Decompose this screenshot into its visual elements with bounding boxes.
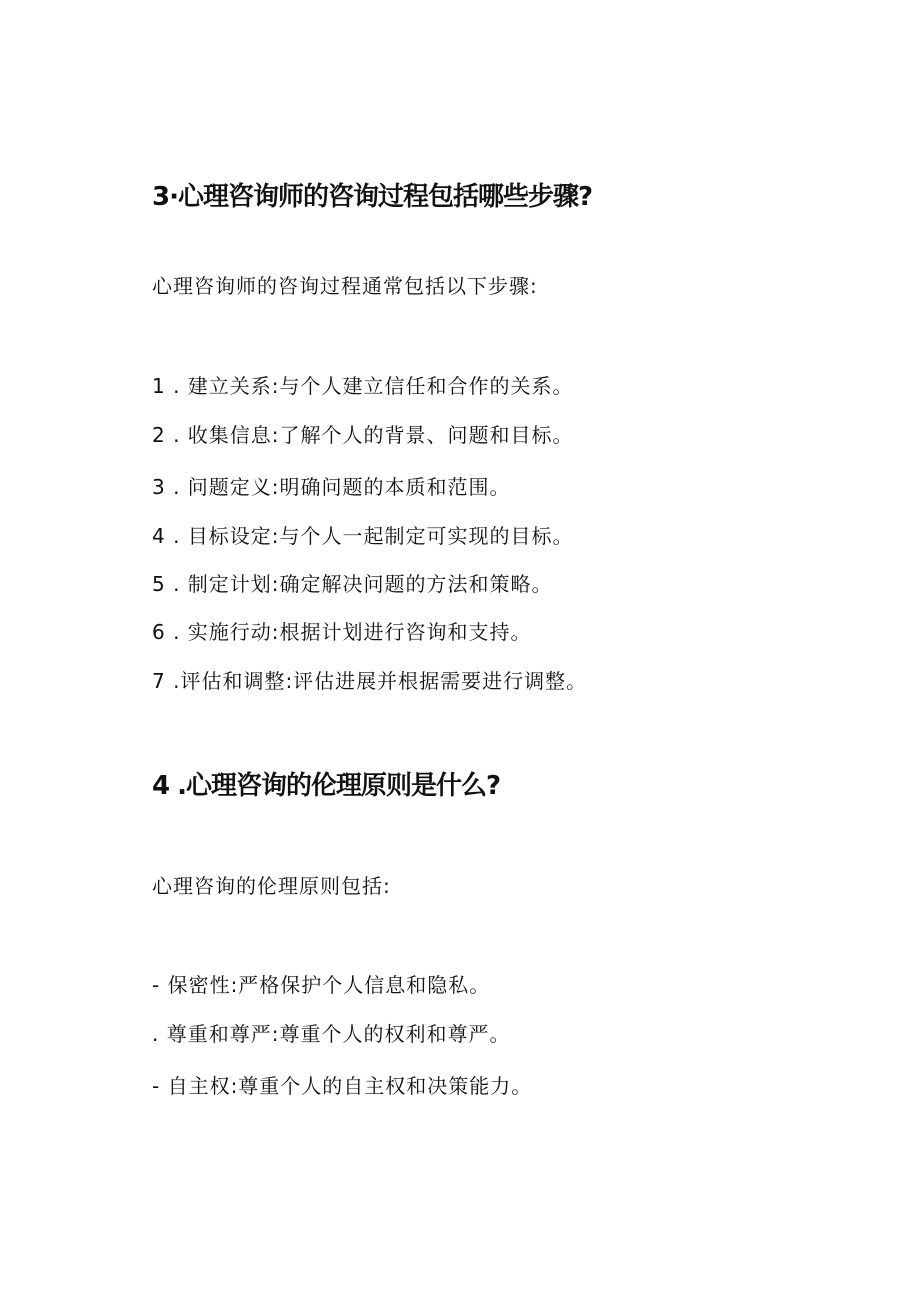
section-3-intro: 心理咨询师的咨询过程通常包括以下步骤: [152,274,538,298]
step-item-4: 4 . 目标设定:与个人一起制定可实现的目标。 [152,524,574,548]
section-4-intro: 心理咨询的伦理原则包括: [152,874,391,898]
step-item-1: 1 . 建立关系:与个人建立信任和合作的关系。 [152,374,574,398]
step-item-6: 6 . 实施行动:根据计划进行咨询和支持。 [152,620,532,644]
step-item-7: 7 .评估和调整:评估进展并根据需要进行调整。 [152,669,588,693]
principle-item-3: - 自主权:尊重个人的自主权和决策能力。 [152,1074,533,1098]
step-item-2: 2 . 收集信息:了解个人的背景、问题和目标。 [152,423,574,447]
section-4-heading: 4 .心理咨询的伦理原则是什么? [152,771,501,801]
step-item-5: 5 . 制定计划:确定解决问题的方法和策略。 [152,572,553,596]
principle-item-1: - 保密性:严格保护个人信息和隐私。 [152,973,491,997]
principle-item-2: . 尊重和尊严:尊重个人的权利和尊严。 [152,1022,511,1046]
section-3-heading: 3·心理咨询师的咨询过程包括哪些步骤? [152,182,593,212]
step-item-3: 3 . 问题定义:明确问题的本质和范围。 [152,475,511,499]
